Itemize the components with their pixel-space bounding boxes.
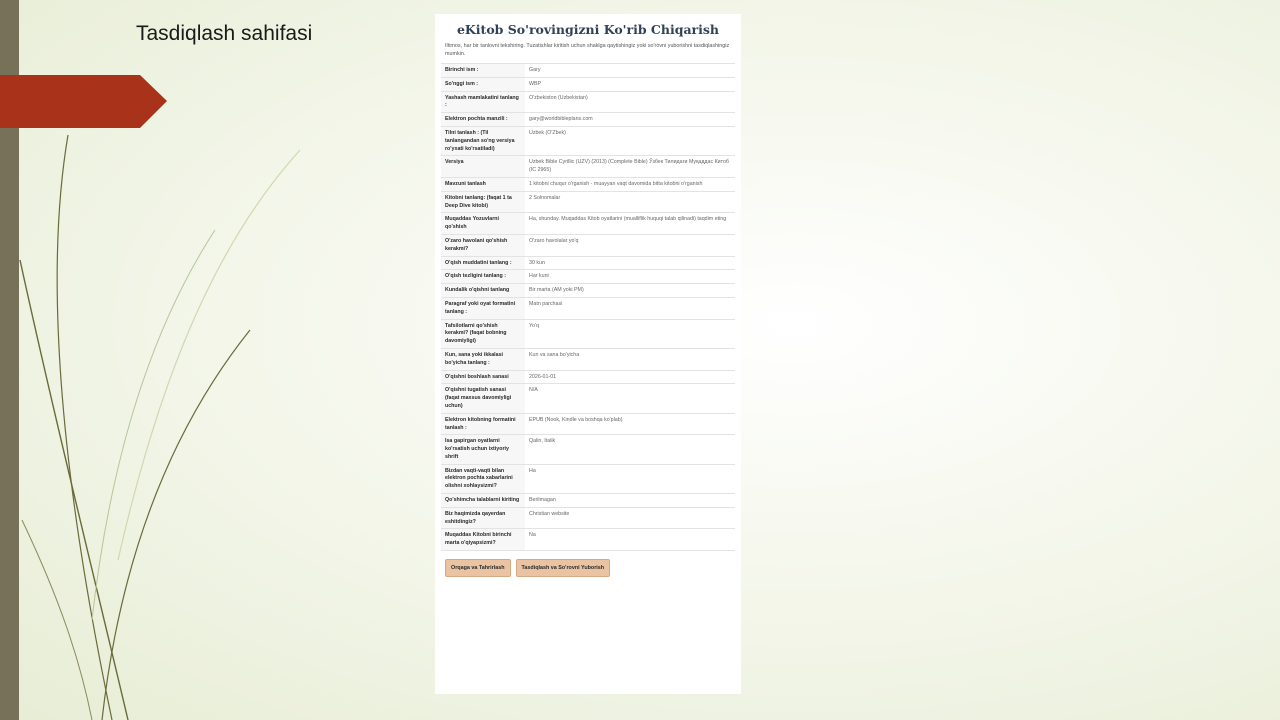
field-label: Paragraf yoki oyat formatini tanlang : bbox=[441, 297, 525, 319]
field-value: N/A bbox=[525, 384, 735, 413]
form-intro: Iltimos, har bir tanlovni tekshiring. Tuzatishlar kiritish uchun shaklga qaytishingiz yoki so'rovni yuborishni tasdiqlashingiz mumkin. bbox=[445, 43, 730, 57]
table-row bbox=[441, 370, 735, 384]
field-value: Yo'q bbox=[525, 319, 735, 348]
field-value: Berilmagan bbox=[525, 494, 735, 508]
field-value: O'zbekiston (Uzbekistan) bbox=[525, 91, 735, 113]
field-value: 30 kun bbox=[525, 256, 735, 270]
field-value: Ha, shunday. Muqaddas Kitob oyatlarini (mualliflik huquqi talab qilinadi) taqdim eting bbox=[525, 213, 735, 235]
field-label: So'nggi ism : bbox=[441, 77, 525, 91]
field-value: Matn parchasi bbox=[525, 297, 735, 319]
field-label: Kundalik o'qishni tanlang bbox=[441, 284, 525, 298]
field-value: O'zaro havolalar yo'q bbox=[525, 234, 735, 256]
form-title: eKitob So'rovingizni Ko'rib Chiqarish bbox=[456, 22, 720, 37]
field-value: Na bbox=[525, 529, 735, 551]
field-value: WBP bbox=[525, 77, 735, 91]
table-row bbox=[441, 77, 735, 91]
table-row bbox=[441, 213, 735, 235]
decorative-leaf-lines bbox=[0, 0, 320, 720]
field-label: Birinchi ism : bbox=[441, 64, 525, 78]
field-label: Versiya bbox=[441, 156, 525, 178]
table-row bbox=[441, 156, 735, 178]
table-row bbox=[441, 297, 735, 319]
table-row bbox=[441, 494, 735, 508]
table-row bbox=[441, 413, 735, 435]
field-label: Muqaddas Yozuvlarni qo'shish bbox=[441, 213, 525, 235]
field-label: Tafsilotlarni qo'shish kerakmi? (faqat bobning davomiyligi) bbox=[441, 319, 525, 348]
table-row bbox=[441, 64, 735, 78]
field-label: Tilni tanlash : (Til tanlangandan so'ng versiya ro'yxati ko'rsatiladi) bbox=[441, 126, 525, 155]
table-row bbox=[441, 464, 735, 493]
field-label: Bizdan vaqti-vaqti bilan elektron pochta xabarlarini olishni xohlaysizmi? bbox=[441, 464, 525, 493]
field-label: Elektron pochta manzili : bbox=[441, 113, 525, 127]
field-label: Biz haqimizda qayerdan eshitdingiz? bbox=[441, 507, 525, 529]
table-row bbox=[441, 91, 735, 113]
table-row bbox=[441, 234, 735, 256]
field-value: gary@worldbibleplans.com bbox=[525, 113, 735, 127]
table-row bbox=[441, 256, 735, 270]
table-row bbox=[441, 529, 735, 551]
field-label: Elektron kitobning formatini tanlash : bbox=[441, 413, 525, 435]
field-value: 2 Solnomalar bbox=[525, 191, 735, 213]
field-value: Uzbek (O'Zbek) bbox=[525, 126, 735, 155]
field-value: Christian website bbox=[525, 507, 735, 529]
field-value: Bir marta (AM yoki PM) bbox=[525, 284, 735, 298]
table-row bbox=[441, 319, 735, 348]
field-value: EPUB (Nook, Kindle va boshqa ko'plab) bbox=[525, 413, 735, 435]
field-value: 2026-01-01 bbox=[525, 370, 735, 384]
field-label: O'qish muddatini tanlang : bbox=[441, 256, 525, 270]
table-row bbox=[441, 126, 735, 155]
confirm-submit-button[interactable]: Tasdiqlash va So'rovni Yuborish bbox=[516, 559, 611, 577]
form-actions bbox=[441, 559, 735, 577]
field-label: O'qishni tugatish sanasi (faqat maxsus davomiyligi uchun) bbox=[441, 384, 525, 413]
field-label: Mavzuni tanlash bbox=[441, 177, 525, 191]
field-value: Kun va sana bo'yicha bbox=[525, 348, 735, 370]
field-value: Har kuni bbox=[525, 270, 735, 284]
field-label: Qo'shimcha talablarni kiriting bbox=[441, 494, 525, 508]
field-label: Kun, sana yoki ikkalasi bo'yicha tanlang : bbox=[441, 348, 525, 370]
field-value: 1 kitobni chuqur o'rganish - muayyan vaqt davomida bitta kitobni o'rganish bbox=[525, 177, 735, 191]
field-label: Kitobni tanlang: (faqat 1 ta Deep Dive kitobi) bbox=[441, 191, 525, 213]
field-value: Gary bbox=[525, 64, 735, 78]
slide-title: Tasdiqlash sahifasi bbox=[136, 22, 313, 45]
table-row bbox=[441, 507, 735, 529]
field-label: O'qish tezligini tanlang : bbox=[441, 270, 525, 284]
review-form-card bbox=[435, 14, 741, 694]
field-label: Yashash mamlakatini tanlang : bbox=[441, 91, 525, 113]
summary-table bbox=[441, 63, 735, 551]
field-label: O'qishni boshlash sanasi bbox=[441, 370, 525, 384]
field-value: Uzbek Bible Cyrillic (UZV) (2013) (Complete Bible) Ўзбек Тилидаги Муқаддас Китоб (IC 2965) bbox=[525, 156, 735, 178]
table-row bbox=[441, 348, 735, 370]
table-row bbox=[441, 270, 735, 284]
table-row bbox=[441, 384, 735, 413]
field-value: Qalin, Italik bbox=[525, 435, 735, 464]
table-row bbox=[441, 177, 735, 191]
table-row bbox=[441, 435, 735, 464]
table-row bbox=[441, 113, 735, 127]
table-row bbox=[441, 284, 735, 298]
field-label: Isa gapirgan oyatlarni ko'rsatish uchun ixtiyoriy shrift bbox=[441, 435, 525, 464]
table-row bbox=[441, 191, 735, 213]
back-edit-button[interactable]: Orqaga va Tahrirlash bbox=[445, 559, 511, 577]
field-value: Ha bbox=[525, 464, 735, 493]
field-label: Muqaddas Kitobni birinchi marta o'qiyapsizmi? bbox=[441, 529, 525, 551]
field-label: O'zaro havolani qo'shish kerakmi? bbox=[441, 234, 525, 256]
